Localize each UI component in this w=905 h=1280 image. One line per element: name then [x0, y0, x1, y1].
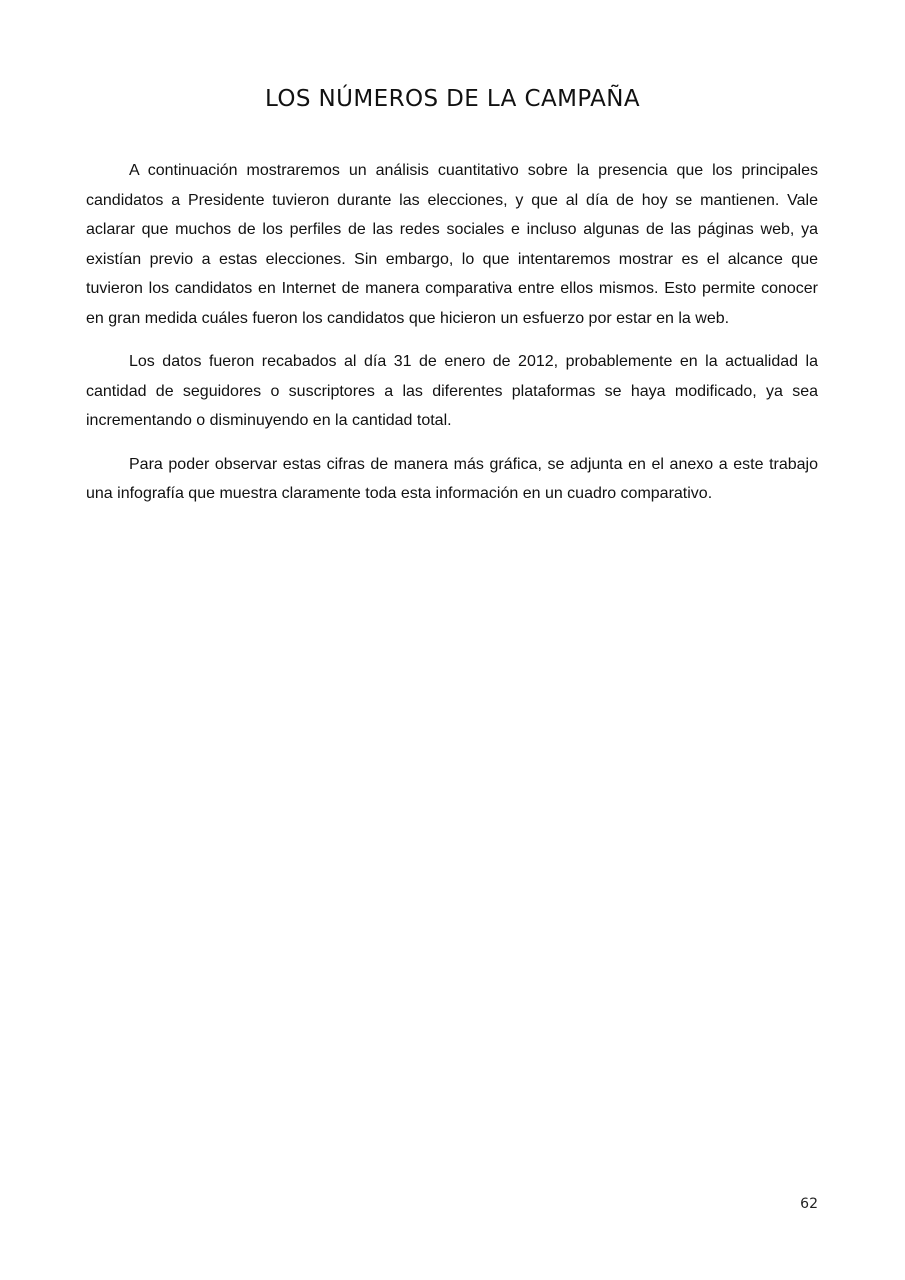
paragraph-1: A continuación mostraremos un análisis cuantitativo sobre la presencia que los principales candidatos a Presidente tuvieron durante las elecciones, y que al día de hoy se mantienen. Vale aclarar que muchos de los perfiles de las redes sociales e incluso algunas de las páginas web, ya existían previo a estas elecciones. Sin embargo, lo que intentaremos mostrar es el alcance que tuvieron los candidatos en Internet de manera comparativa entre ellos mismos. Esto permite conocer en gran medida cuáles fueron los candidatos que hicieron un esfuerzo por estar en la web. — [86, 162, 818, 327]
paragraph-2: Los datos fueron recabados al día 31 de enero de 2012, probablemente en la actualidad la cantidad de seguidores o suscriptores a las diferentes plataformas se haya modificado, ya sea incrementando o disminuyendo en la cantidad total. — [86, 353, 818, 429]
paragraph-3: Para poder observar estas cifras de manera más gráfica, se adjunta en el anexo a este trabajo una infografía que muestra claramente toda esta información en un cuadro comparativo. — [86, 455, 818, 502]
body-text — [86, 156, 818, 523]
page-number: 62 — [800, 1196, 818, 1212]
page-title: LOS NÚMEROS DE LA CAMPAÑA — [264, 86, 641, 112]
